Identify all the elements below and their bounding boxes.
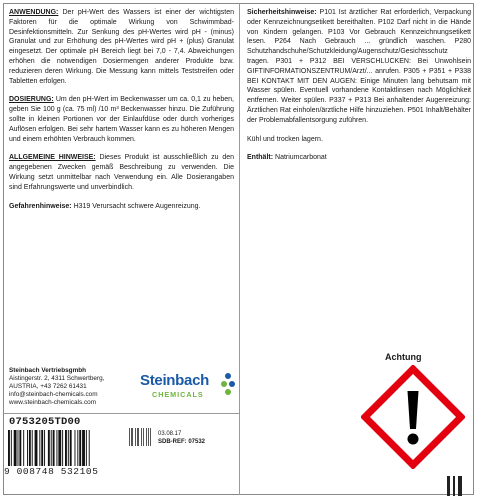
barcode-bar: [56, 430, 57, 466]
barcode-bar: [77, 430, 78, 466]
barcode-bar: [62, 430, 63, 466]
anwendung-text: Der pH-Wert des Wassers ist einer der wichtigsten Faktoren für die optimale Wirkung von Schwimmbad-Desinfektionsmitteln. Zur Senkung des pH-Wertes wird pH - (minus) Granulat und zur Erhöhung des pH-Wertes wird pH + (plus) Granulat eingesetzt. Der optimale pH Bereich liegt bei 7,0 - 7,4. Abweichungen erhöhen die notwendigen Dosiermengen anderer Produkte bzw. reduzieren deren Wirkung. Die Messung kann mittels Teststreifen oder Tabletten erfolgen.: [9, 9, 234, 85]
barcode-bar: [68, 430, 69, 466]
logo-wordmark: Steinbach: [140, 372, 209, 389]
barcode-number: 9 008748 532105: [4, 466, 99, 477]
barcode-bar: [53, 430, 55, 466]
barcode-bar: [48, 430, 50, 466]
edge-stripe: [447, 476, 450, 496]
barcode-bar: [51, 430, 52, 466]
barcode-bar: [89, 430, 90, 466]
allgemeine-hinweise-text: Dieses Produkt ist ausschließlich zu den angegebenen Zwecken gemäß Beschreibung zu verwenden. Die Wirkung setzt unmittelbar nach Verwendung ein. Alle Dosierangaben sind Erfahrungswerte und unverbindlich.: [9, 154, 234, 191]
enthaelt-heading: Enthält:: [247, 154, 274, 162]
barcode-bar: [44, 430, 45, 466]
small-barcode-bar: [150, 428, 151, 446]
small-barcode-bar: [148, 428, 149, 446]
sicherheitshinweise-section: [247, 8, 471, 126]
company-name: Steinbach Vertriebsgmbh: [9, 367, 87, 374]
small-barcode-bar: [138, 428, 139, 446]
gefahrenhinweise-section: [9, 202, 234, 212]
footer-divider: [3, 413, 240, 414]
dosierung-heading: DOSIERUNG:: [9, 96, 54, 104]
dosierung-section: [9, 95, 234, 144]
barcode-bar: [32, 430, 33, 466]
barcode-bar: [11, 430, 12, 466]
left-column: [9, 8, 234, 220]
company-website: www.steinbach-chemicals.com: [9, 399, 97, 406]
barcode-bar: [8, 430, 10, 466]
storage-note: Kühl und trocken lagern.: [247, 135, 323, 143]
small-barcode-graphic: [128, 428, 152, 446]
barcode-bar: [75, 430, 76, 466]
small-barcode-bar: [146, 428, 147, 446]
anwendung-section: [9, 8, 234, 86]
ean-barcode: [6, 430, 124, 466]
column-divider: [239, 3, 240, 495]
allgemeine-hinweise-heading: ALLGEMEINE HINWEISE:: [9, 154, 96, 162]
logo-subtitle: CHEMICALS: [152, 390, 204, 399]
production-meta: [158, 430, 205, 446]
signal-word: Achtung: [385, 352, 422, 362]
article-number: 0753205TD00: [9, 416, 81, 428]
barcode-bar: [23, 430, 24, 466]
barcode-bar: [82, 430, 85, 466]
small-barcode-bar: [143, 428, 144, 446]
barcode-bar: [65, 430, 67, 466]
gefahrenhinweise-heading: Gefahrenhinweise:: [9, 202, 72, 210]
barcode-bar: [18, 430, 19, 466]
barcode-bar: [19, 430, 21, 466]
company-address-line-1: Aistingerstr. 2, 4311 Schwertberg,: [9, 375, 105, 382]
anwendung-heading: ANWENDUNG:: [9, 9, 59, 16]
sdb-reference: SDB-REF: 07532: [158, 439, 206, 445]
barcode-bar: [35, 430, 38, 466]
dosierung-text: Um den pH-Wert im Beckenwasser um ca. 0,1 zu heben, geben Sie 100 g (ca. 75 ml) /10 m³ Beckenwasser hinzu. Die Zuführung sollte in kleinen Portionen vor der Einlaufdüse oder durch vorheriges Auflösen erfolgen. Bei sehr hartem Wasser kann es zu höheren Mengen und einem erhöhten Verbrauch kommen.: [9, 96, 234, 143]
gefahrenhinweise-text: H319 Verursacht schwere Augenreizung.: [71, 202, 201, 210]
small-barcode-bar: [135, 428, 136, 446]
barcode-bar: [14, 430, 17, 466]
small-barcode-bar: [131, 428, 132, 446]
small-barcode-bar: [129, 428, 130, 446]
sicherheitshinweise-heading: Sicherheitshinweise:: [247, 9, 317, 16]
edge-stripe: [453, 476, 455, 496]
molecule-icon: [220, 372, 236, 398]
company-email: info@steinbach-chemicals.com: [9, 391, 98, 398]
enthaelt-section: [247, 153, 471, 163]
allgemeine-hinweise-section: [9, 153, 234, 192]
barcode-bar: [58, 430, 61, 466]
company-info: [9, 367, 134, 407]
barcode-bar: [39, 430, 40, 466]
sicherheitshinweise-text: P101 Ist ärztlicher Rat erforderlich, Verpackung oder Kennzeichnungsetikett bereithalten. P102 Darf nicht in die Hände von Kindern gelangen. P103 Vor Gebrauch Kennzeichnungsetikett lesen. P264 Nach Gebrauch ... gründlich waschen. P280 Schutzhandschuhe/Schutzkleidung/Augenschutz/Gesichtsschutz tragen. P301 + P312 BEI VERSCHLUCKEN: Bei Unwohlsein GIFTINFORMATIONSZENTRUM/Arzt/... anrufen. P305 + P351 + P338 BEI KONTAKT MIT DEN AUGEN: Einige Minuten lang behutsam mit Wasser spülen. Eventuell vorhandene Kontaktlinsen nach Möglichkeit entfernen. Weiter spülen. P337 + P313 Bei anhaltender Augenreizung: Ärztlichen Rat einholen/ärztliche Hilfe hinzuziehen. P501 Inhalt/Behälter der Problemabfallentsorgung zuführen.: [247, 9, 471, 124]
barcode-bar: [41, 430, 43, 466]
barcode-bar: [79, 430, 81, 466]
barcode-bar: [70, 430, 72, 466]
steinbach-logo: [140, 372, 235, 406]
small-barcode-bar: [137, 428, 138, 446]
right-column: [247, 8, 471, 172]
edge-stripe: [458, 476, 462, 496]
barcode-bar: [27, 430, 28, 466]
barcode-bar: [29, 430, 31, 466]
company-address-line-2: AUSTRIA, +43 7262 61431: [9, 383, 87, 390]
exclamation-mark-icon: [361, 365, 465, 469]
small-barcode-bar: [141, 428, 142, 446]
barcode-bar: [86, 430, 87, 466]
enthaelt-text: Natriumcarbonat: [273, 154, 327, 162]
production-date: 03.08.17: [158, 431, 182, 437]
small-barcode-bar: [132, 428, 133, 446]
